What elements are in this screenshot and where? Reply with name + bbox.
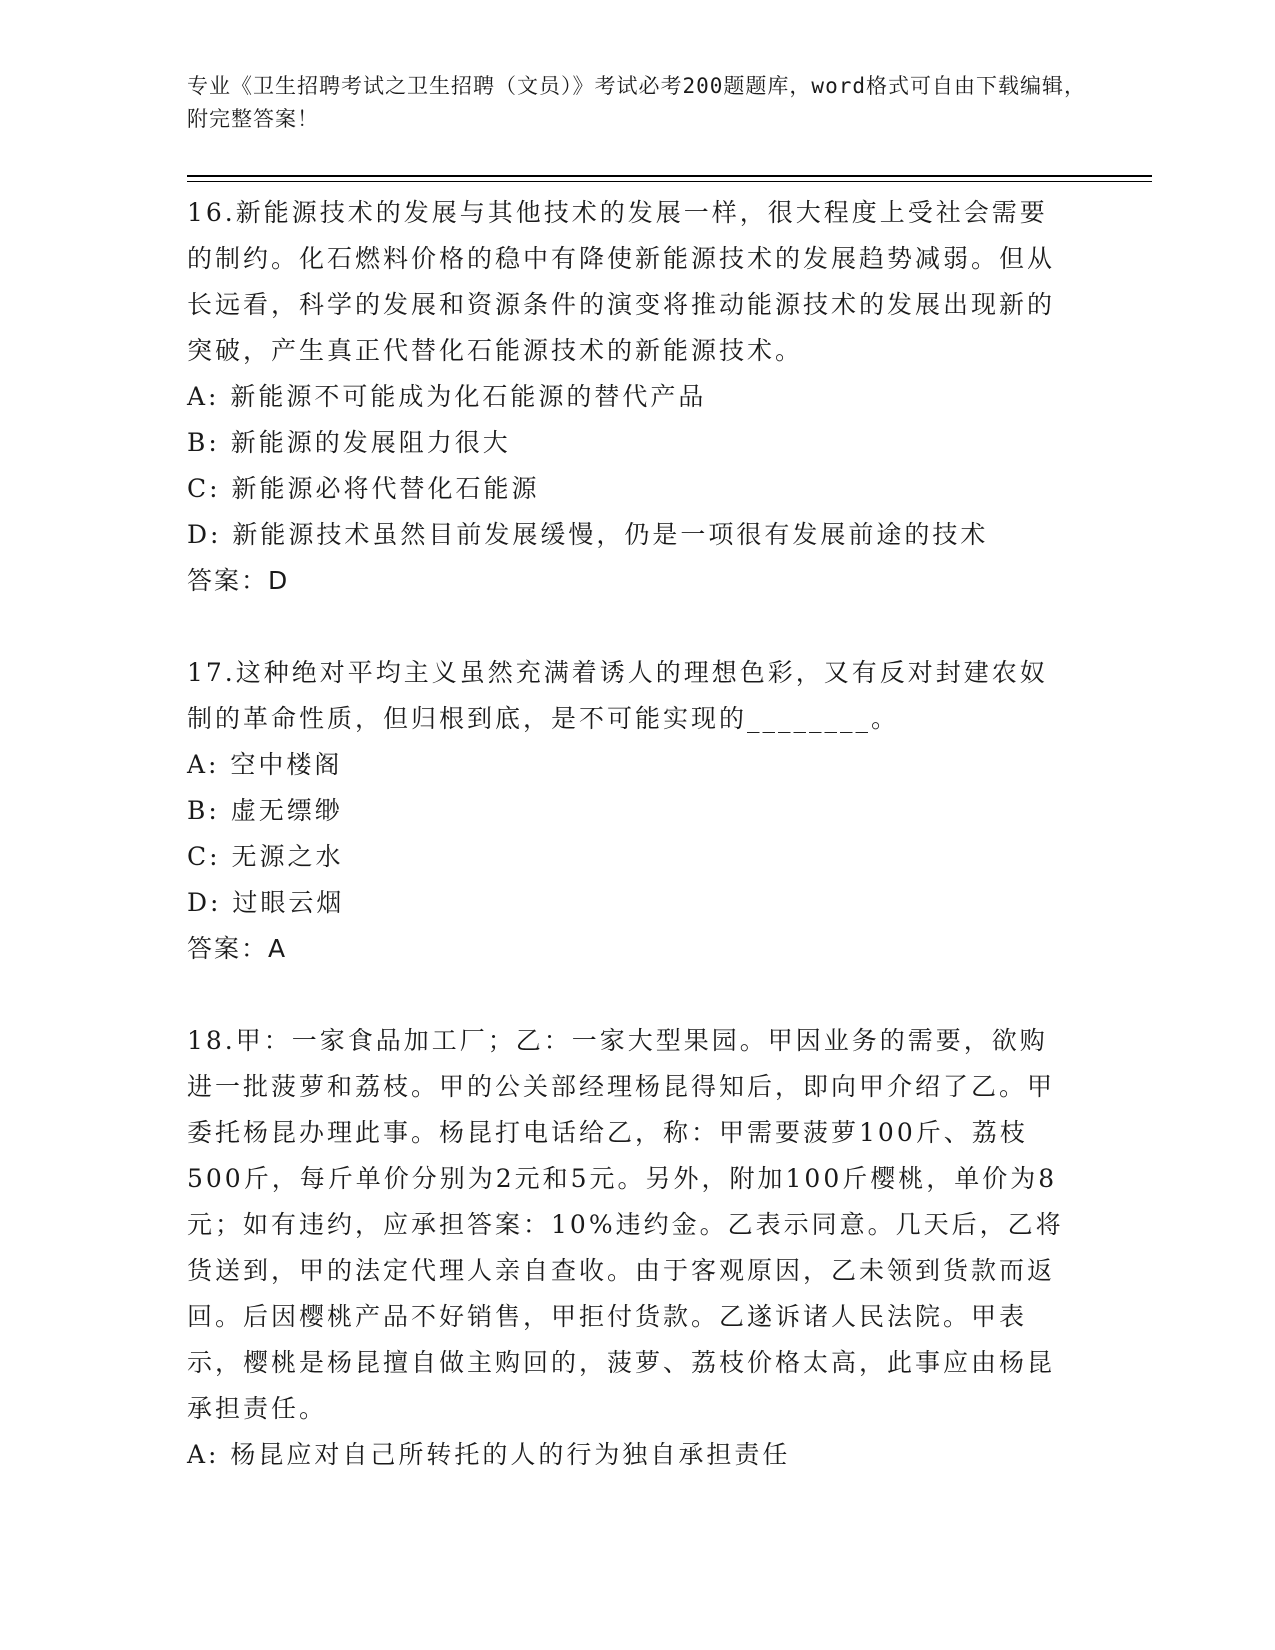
header-divider-thick [187, 175, 1152, 177]
option-a: A: 新能源不可能成为化石能源的替代产品 [187, 382, 707, 411]
option-a: A: 空中楼阁 [187, 750, 343, 779]
option-c: C: 无源之水 [187, 842, 344, 871]
question-stem: 18.甲：一家食品加工厂；乙：一家大型果园。甲因业务的需要，欲购进一批菠萝和荔枝。甲的公关部经理杨昆得知后，即向甲介绍了乙。甲委托杨昆办理此事。杨昆打电话给乙，称：甲需要菠萝100斤、荔枝500斤，每斤单价分别为2元和5元。另外，附加100斤樱桃，单价为8元；如有违约，应承担答案：10%违约金。乙表示同意。几天后，乙将货送到，甲的法定代理人亲自查收。由于客观原因，乙未领到货款而返回。后因樱桃产品不好销售，甲拒付货款。乙遂诉诸人民法院。甲表示，樱桃是杨昆擅自做主购回的，菠萝、荔枝价格太高，此事应由杨昆承担责任。 [187, 1026, 1064, 1423]
option-a: A: 杨昆应对自己所转托的人的行为独自承担责任 [187, 1440, 791, 1469]
answer-line: 答案：D [187, 566, 290, 595]
question-stem: 17.这种绝对平均主义虽然充满着诱人的理想色彩，又有反对封建农奴制的革命性质，但归根到底，是不可能实现的________。 [187, 658, 1048, 733]
document-title: 专业《卫生招聘考试之卫生招聘（文员）》考试必考200题题库，word格式可自由下载编辑，附完整答案！ [187, 74, 1086, 131]
option-b: B: 新能源的发展阻力很大 [187, 428, 511, 457]
question-17 [187, 650, 1067, 972]
option-d: D: 过眼云烟 [187, 888, 345, 917]
option-d: D: 新能源技术虽然目前发展缓慢，仍是一项很有发展前途的技术 [187, 520, 989, 549]
answer-line: 答案：A [187, 934, 288, 963]
question-16 [187, 190, 1067, 604]
option-c: C: 新能源必将代替化石能源 [187, 474, 540, 503]
question-18 [187, 1018, 1067, 1478]
question-spacer [187, 604, 1067, 650]
document-header [187, 70, 1087, 136]
question-spacer [187, 972, 1067, 1018]
question-stem: 16.新能源技术的发展与其他技术的发展一样，很大程度上受社会需要的制约。化石燃料价格的稳中有降使新能源技术的发展趋势减弱。但从长远看，科学的发展和资源条件的演变将推动能源技术的发展出现新的突破，产生真正代替化石能源技术的新能源技术。 [187, 198, 1056, 365]
header-divider-thin [187, 181, 1152, 182]
question-list [187, 190, 1067, 1478]
option-b: B: 虚无缥缈 [187, 796, 343, 825]
